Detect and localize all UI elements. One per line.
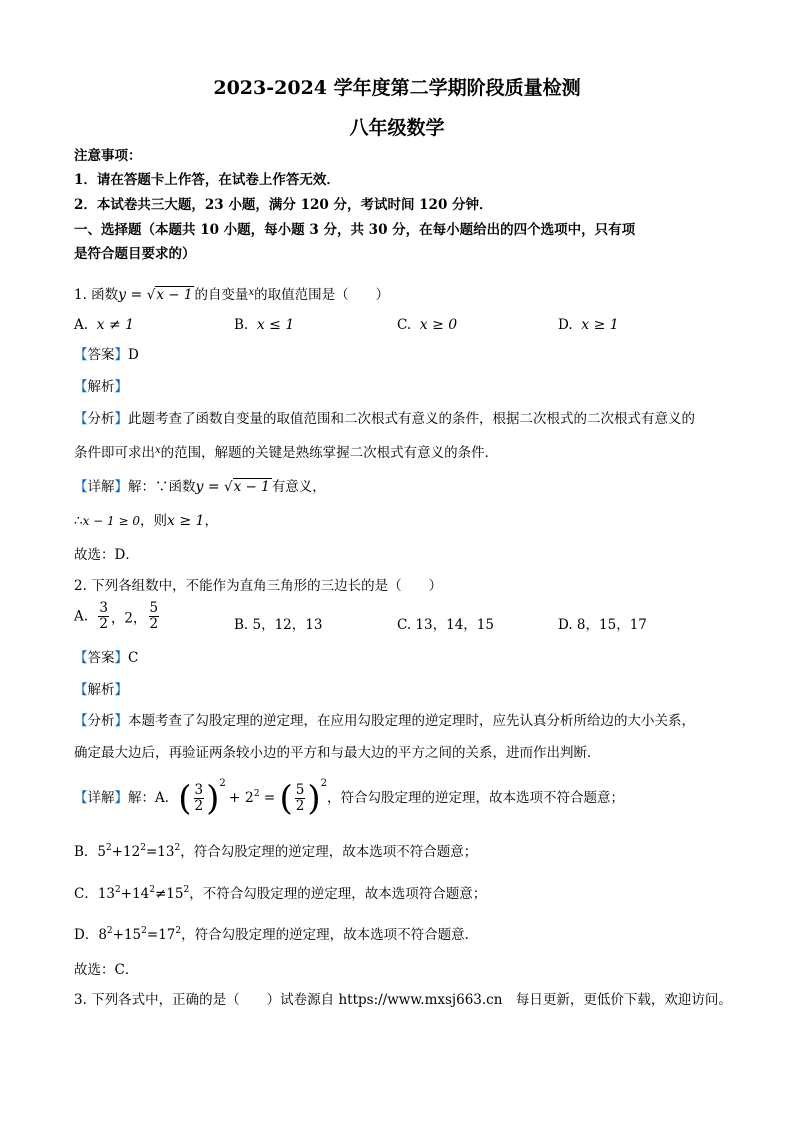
- section1-heading-line1: 一、选择题（本题共 10 小题，每小题 3 分，共 30 分，在每小题给出的四个选项中，只有项: [74, 222, 636, 238]
- q2-option-d: D. 8，15，17: [558, 617, 647, 633]
- q1-therefore: ∴x − 1 ≥ 0，则x ≥ 1，: [74, 513, 218, 529]
- q2-option-c: C. 13，14，15: [397, 617, 494, 633]
- q2-fenxi-line2: 确定最大边后，再验证两条较小边的平方和与最大边的平方之间的关系，进而作出判断．: [74, 745, 601, 761]
- q1-analysis-tag: 【解析】: [74, 379, 128, 395]
- note-item-1: 1．请在答题卡上作答，在试卷上作答无效．: [74, 172, 340, 188]
- q2-option-b: B. 5，12，13: [234, 617, 323, 633]
- q2-fenxi-line1: 【分析】本题考查了勾股定理的逆定理，在应用勾股定理的逆定理时，应先认真分析所给边的大小关系，: [74, 713, 695, 729]
- q2-detail-c: C．$13^2+14^2\ne 15^2$，不符合勾股定理的逆定理，故本选项符合题意；: [74, 885, 487, 902]
- q2-stem: 2. 下列各组数中，不能作为直角三角形的三边长的是（ ）: [74, 578, 443, 594]
- exam-title: 2023-2024 学年度第二学期阶段质量检测: [213, 77, 581, 99]
- notes-heading: 注意事项：: [74, 148, 142, 164]
- q2-detail-a: 【详解】解：A．( $\frac{3}{2}$ )$^2+ 2^2$ = ( $\frac{5}{2}$ )$^2$，符合勾股定理的逆定理，故本选项不符合题意；: [74, 778, 624, 819]
- exam-subtitle: 八年级数学: [349, 117, 445, 139]
- q1-fenxi-line1: 【分析】此题考查了函数自变量的取值范围和二次根式有意义的条件，根据二次根式的二次根式有意义的: [74, 411, 695, 427]
- q1-fenxi-line2: 条件即可求出$^x$的范围，解题的关键是熟练掌握二次根式有意义的条件．: [74, 445, 499, 461]
- q1-option-a: A. x ≠ 1: [74, 317, 135, 333]
- q1-choose: 故选：D．: [74, 547, 139, 563]
- q2-choose: 故选：C．: [74, 962, 139, 978]
- q2-option-a: A. $\frac{3}{2}$ ，2， $\frac{5}{2}$: [74, 600, 159, 632]
- note-item-2: 2．本试卷共三大题，23 小题，满分 120 分，考试时间 120 分钟．: [74, 197, 493, 213]
- q2-answer: 【答案】C: [74, 650, 139, 666]
- q1-stem: 1. 函数y = √x − 1 的自变量$^x$的取值范围是（ ）: [74, 287, 390, 303]
- q1-option-b: B. x ≤ 1: [234, 317, 295, 333]
- q1-detail: 【详解】解：∵函数y = √x − 1 有意义，: [74, 479, 326, 495]
- q2-detail-d: D．$8^2+15^2=17^2$，符合勾股定理的逆定理，故本选项不符合题意．: [74, 926, 479, 943]
- q1-answer: 【答案】D: [74, 347, 139, 363]
- q1-option-c: C. x ≥ 0: [397, 317, 458, 333]
- section1-heading-line2: 是符合题目要求的）: [74, 246, 196, 262]
- q3-stem: 3. 下列各式中，正确的是（ ）试卷源自 https://www.mxsj663.cn 每日更新，更低价下载，欢迎访问。: [74, 992, 732, 1008]
- q2-analysis-tag: 【解析】: [74, 682, 128, 698]
- q1-option-d: D. x ≥ 1: [558, 317, 619, 333]
- q2-detail-b: B．$5^2+12^2=13^2$，符合勾股定理的逆定理，故本选项不符合题意；: [74, 843, 478, 860]
